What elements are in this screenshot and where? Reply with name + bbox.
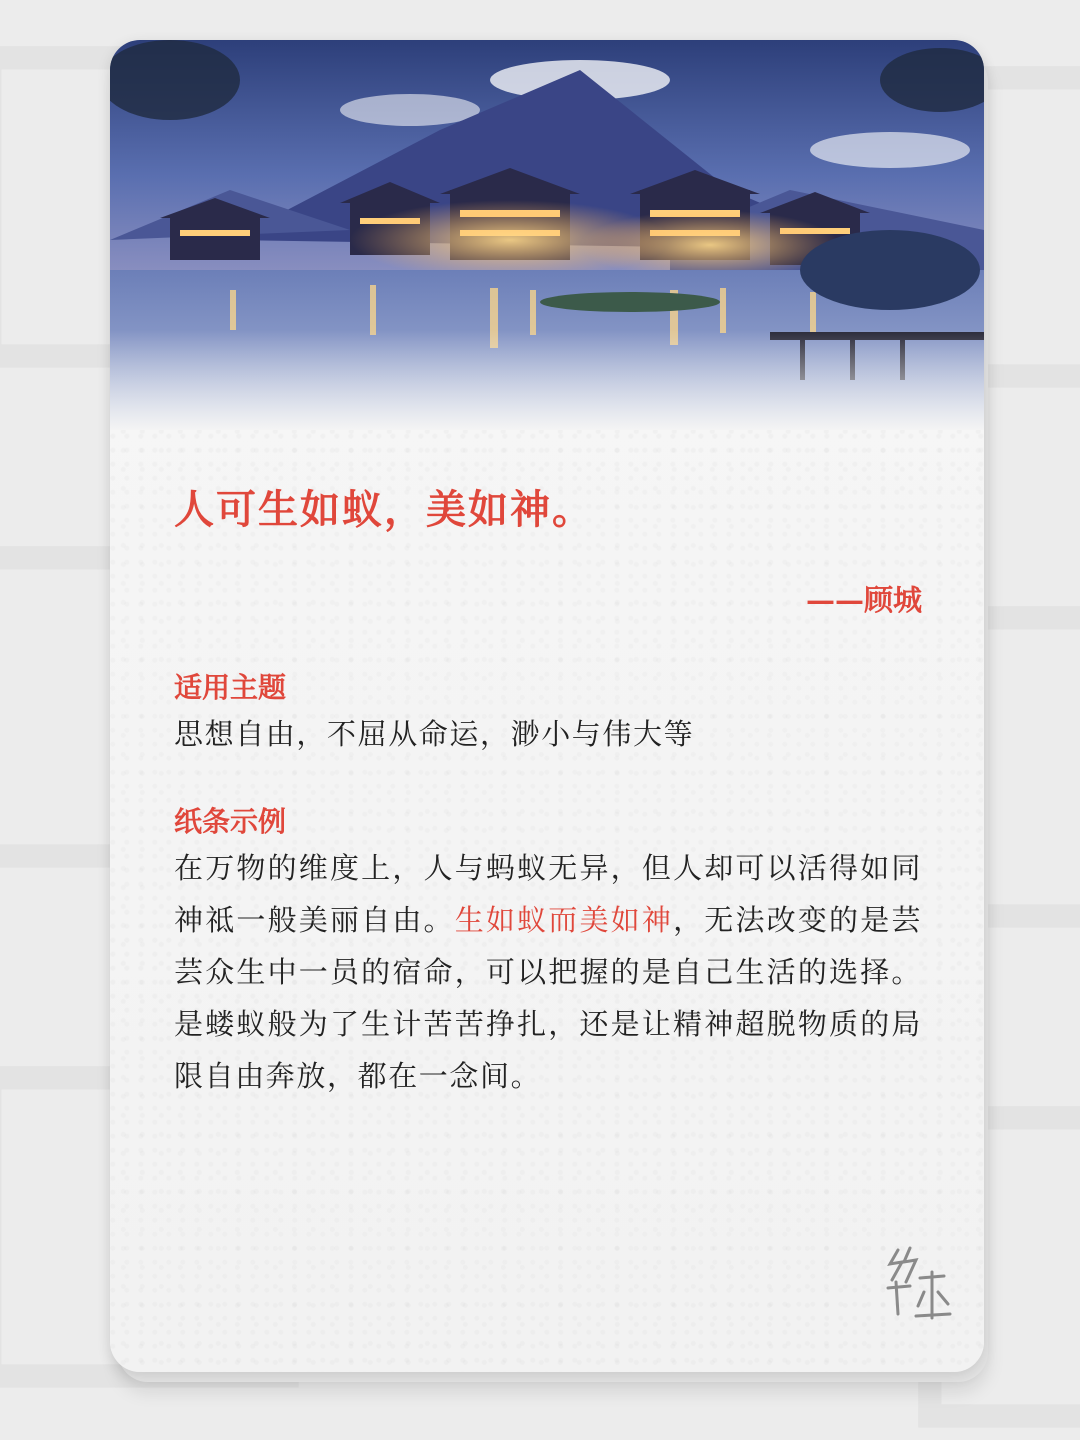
theme-text: 思想自由，不屈从命运，渺小与伟大等 xyxy=(174,717,695,751)
example-highlight: 生如蚁而美如神 xyxy=(454,903,674,937)
card-content xyxy=(174,480,922,1102)
quote-title: 人可生如蚁，美如神。 xyxy=(174,486,594,533)
quote-author: ——顾城 xyxy=(805,583,922,617)
example-text-part1: 在万物的维度上，人与蚂蚁无异，但人却可以活得如同神祗一般美丽自由。 xyxy=(174,851,922,937)
calligraphy-seal-icon xyxy=(880,1242,954,1322)
quote-card xyxy=(110,40,984,1372)
example-text xyxy=(174,842,922,1102)
example-label: 纸条示例 xyxy=(174,805,287,838)
hero-illustration xyxy=(110,40,984,430)
example-text-part2: ，无法改变的是芸芸众生中一员的宿命，可以把握的是自己生活的选择。是蝼蚁般为了生计苦苦挣扎，还是让精神超脱物质的局限自由奔放，都在一念间。 xyxy=(174,903,922,1093)
theme-label: 适用主题 xyxy=(174,671,287,704)
